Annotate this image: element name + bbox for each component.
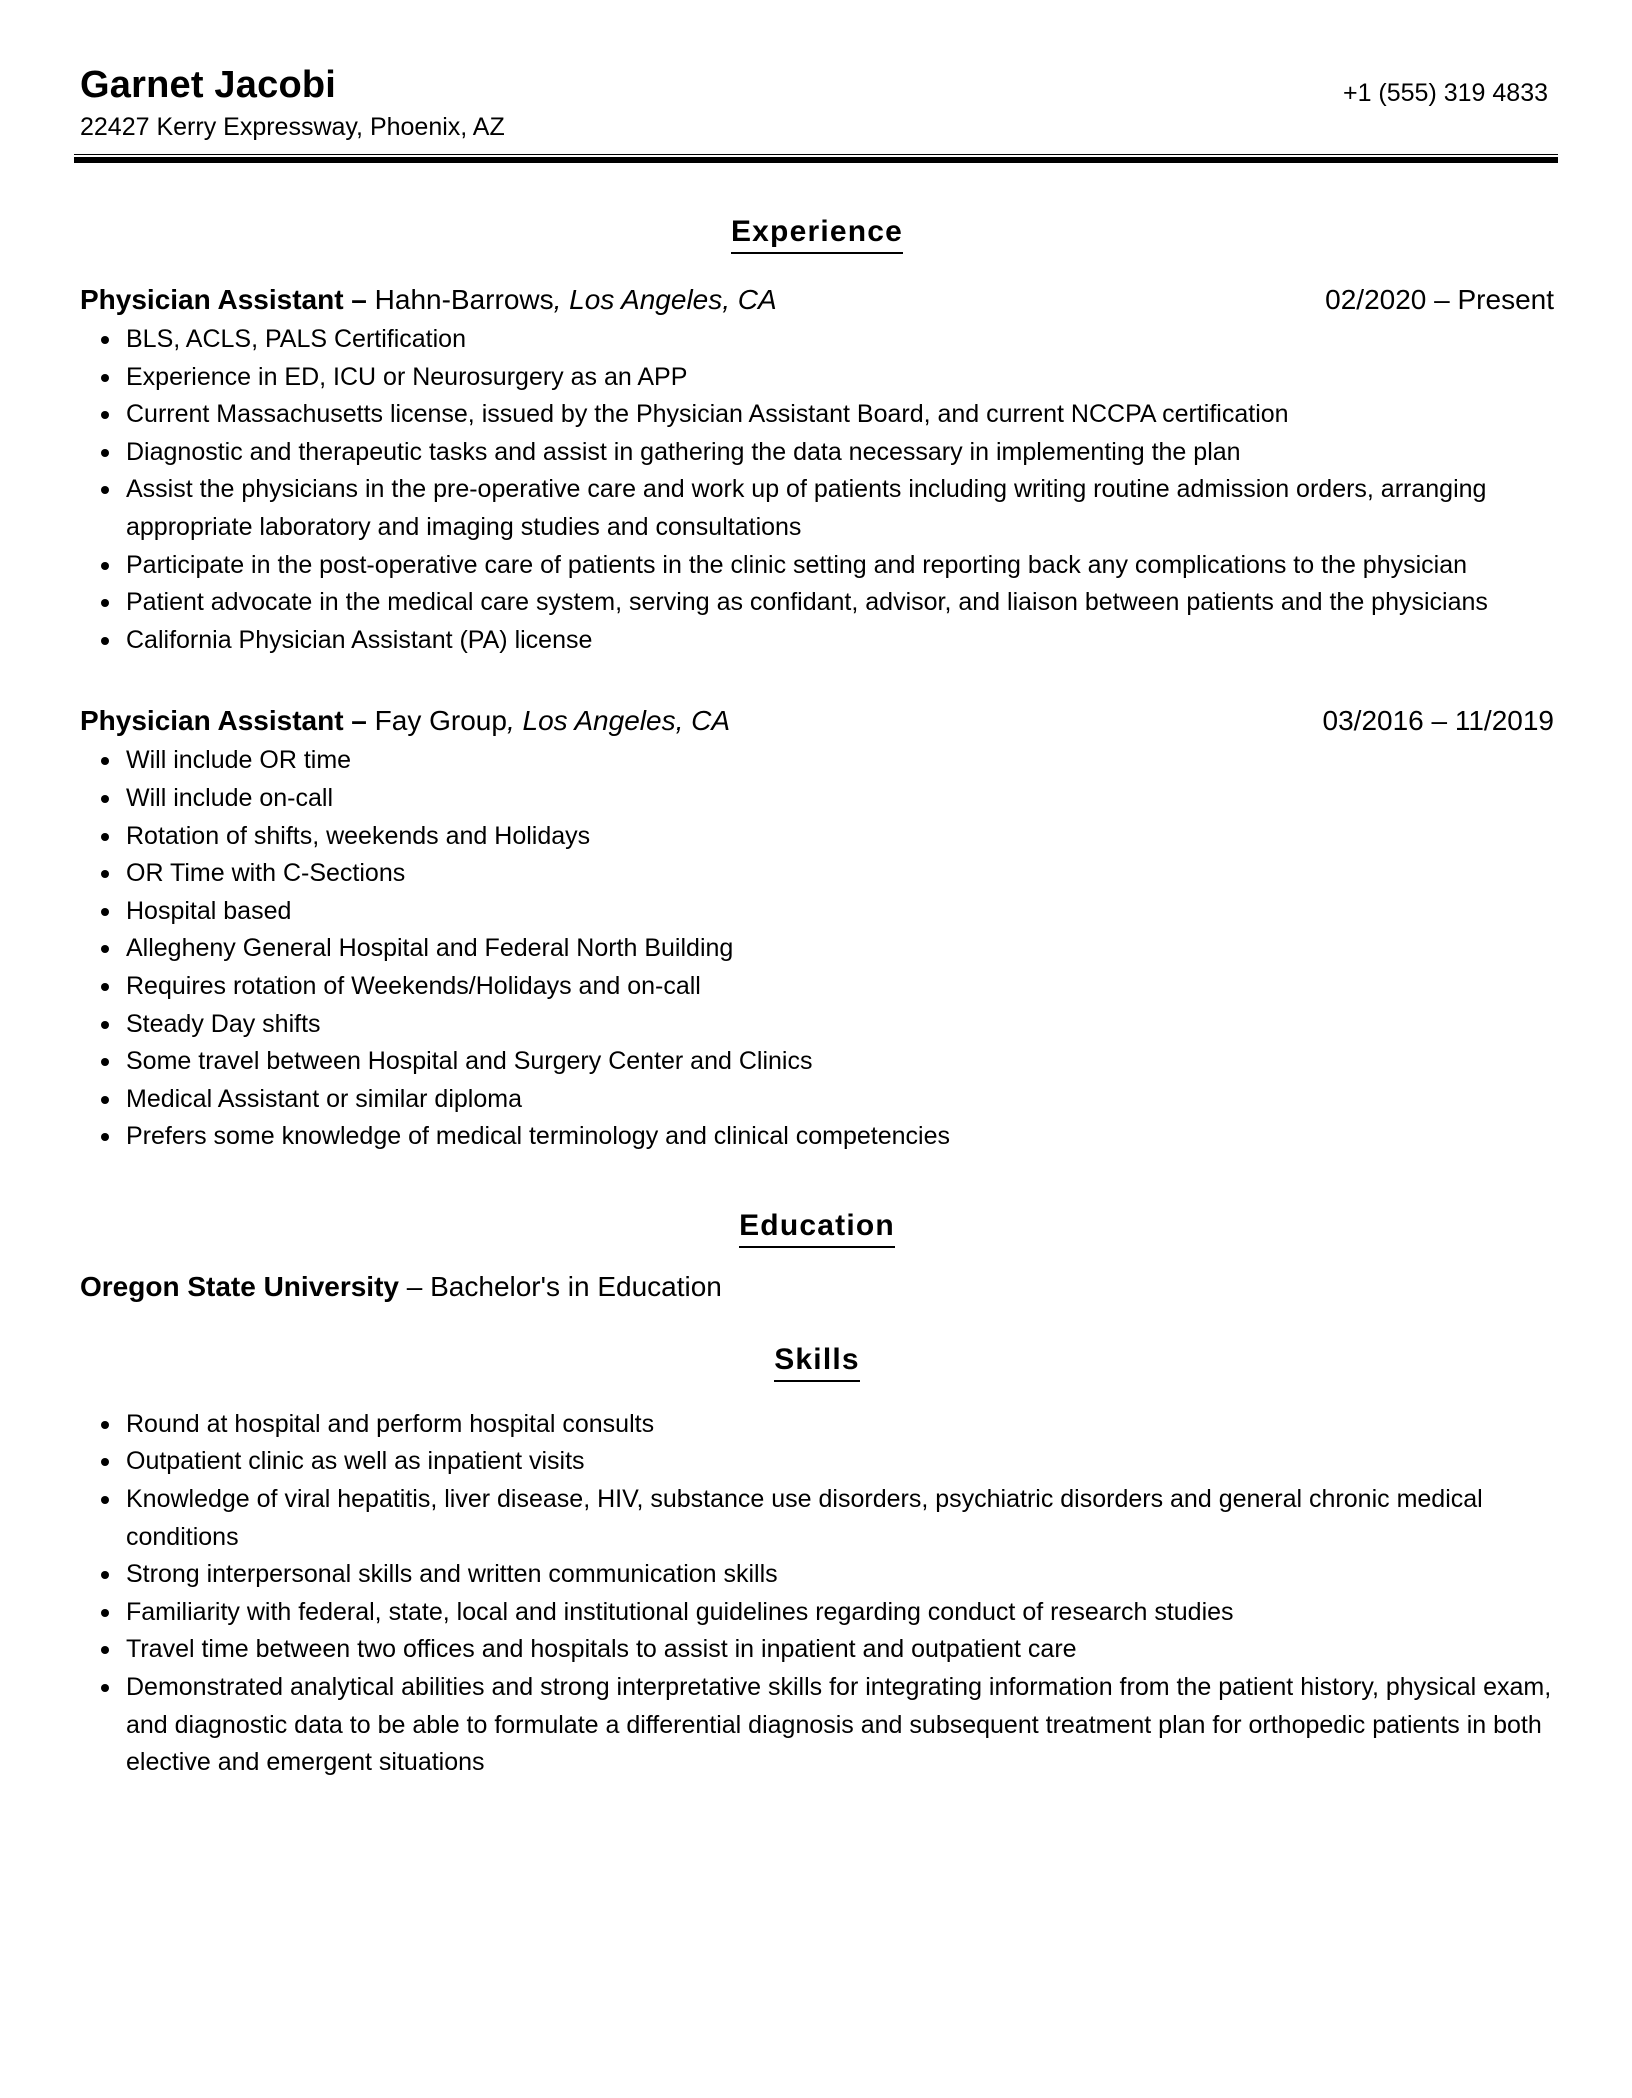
list-item: Familiarity with federal, state, local and institutional guidelines regarding conduct of research studies bbox=[126, 1594, 1554, 1632]
list-item: Participate in the post-operative care of patients in the clinic setting and reporting back any complications to the physician bbox=[126, 547, 1554, 585]
job-heading bbox=[80, 283, 1554, 319]
resume-page bbox=[80, 60, 1554, 1782]
list-item: Patient advocate in the medical care system, serving as confidant, advisor, and liaison between patients and the physicians bbox=[126, 584, 1554, 622]
list-item: California Physician Assistant (PA) license bbox=[126, 622, 1554, 660]
job-bullets bbox=[80, 742, 1554, 1156]
list-item: Hospital based bbox=[126, 893, 1554, 931]
list-item: Experience in ED, ICU or Neurosurgery as an APP bbox=[126, 359, 1554, 397]
list-item: Assist the physicians in the pre-operative care and work up of patients including writing routine admission orders, arranging appropriate laboratory and imaging studies and consultations bbox=[126, 471, 1554, 546]
section-title-education bbox=[80, 1208, 1554, 1248]
job-heading bbox=[80, 704, 1554, 740]
list-item: Diagnostic and therapeutic tasks and assist in gathering the data necessary in implementing the plan bbox=[126, 434, 1554, 472]
job-bullets bbox=[80, 321, 1554, 659]
education-separator: – bbox=[398, 1270, 431, 1302]
list-item: Travel time between two offices and hospitals to assist in inpatient and outpatient care bbox=[126, 1631, 1554, 1669]
education-degree: Bachelor's in Education bbox=[430, 1270, 722, 1302]
list-item: Demonstrated analytical abilities and strong interpretative skills for integrating information from the patient history, physical exam, and diagnostic data to be able to formulate a differential diagnosis and subsequent treatment plan for orthopedic patients in both elective and emergent situations bbox=[126, 1669, 1554, 1782]
education-entry bbox=[80, 1270, 1554, 1304]
list-item: Allegheny General Hospital and Federal North Building bbox=[126, 930, 1554, 968]
list-item: OR Time with C-Sections bbox=[126, 855, 1554, 893]
section-title-experience bbox=[80, 214, 1554, 254]
list-item: Strong interpersonal skills and written communication skills bbox=[126, 1556, 1554, 1594]
education-school: Oregon State University bbox=[80, 1270, 399, 1302]
candidate-phone: +1 (555) 319 4833 bbox=[1342, 79, 1548, 107]
job-title: Physician Assistant – bbox=[80, 284, 367, 315]
job-title: Physician Assistant – bbox=[80, 705, 367, 737]
job-dates: 02/2020 – Present bbox=[1325, 284, 1554, 315]
resume-header bbox=[80, 60, 1554, 150]
candidate-address: 22427 Kerry Expressway, Phoenix, AZ bbox=[80, 113, 505, 141]
list-item: Rotation of shifts, weekends and Holidays bbox=[126, 818, 1554, 856]
list-item: Round at hospital and perform hospital consults bbox=[126, 1406, 1554, 1444]
experience-entry bbox=[80, 704, 1554, 1156]
list-item: BLS, ACLS, PALS Certification bbox=[126, 321, 1554, 359]
list-item: Medical Assistant or similar diploma bbox=[126, 1081, 1554, 1119]
list-item: Steady Day shifts bbox=[126, 1006, 1554, 1044]
list-item: Will include OR time bbox=[126, 742, 1554, 780]
list-item: Requires rotation of Weekends/Holidays and on-call bbox=[126, 968, 1554, 1006]
section-title-experience-text: Experience bbox=[731, 214, 903, 254]
job-company: Fay Group bbox=[366, 705, 507, 737]
experience-title-wrap bbox=[80, 150, 1554, 283]
list-item: Outpatient clinic as well as inpatient visits bbox=[126, 1443, 1554, 1481]
section-title-education-text: Education bbox=[739, 1208, 895, 1248]
list-item: Some travel between Hospital and Surgery Center and Clinics bbox=[126, 1043, 1554, 1081]
job-dates: 03/2016 – 11/2019 bbox=[1322, 705, 1554, 737]
section-title-skills-text: Skills bbox=[774, 1342, 860, 1382]
list-item: Prefers some knowledge of medical terminology and clinical competencies bbox=[126, 1118, 1554, 1156]
list-item: Will include on-call bbox=[126, 780, 1554, 818]
job-location: , Los Angeles, CA bbox=[506, 705, 731, 737]
job-company: Hahn-Barrows bbox=[366, 284, 554, 315]
list-item: Current Massachusetts license, issued by the Physician Assistant Board, and current NCCPA certification bbox=[126, 396, 1554, 434]
job-location: , Los Angeles, CA bbox=[553, 284, 777, 315]
list-item: Knowledge of viral hepatitis, liver disease, HIV, substance use disorders, psychiatric disorders and general chronic medical conditions bbox=[126, 1481, 1554, 1556]
skills-list bbox=[80, 1406, 1554, 1782]
section-title-skills bbox=[80, 1342, 1554, 1382]
experience-entry bbox=[80, 283, 1554, 659]
candidate-name: Garnet Jacobi bbox=[80, 64, 337, 106]
